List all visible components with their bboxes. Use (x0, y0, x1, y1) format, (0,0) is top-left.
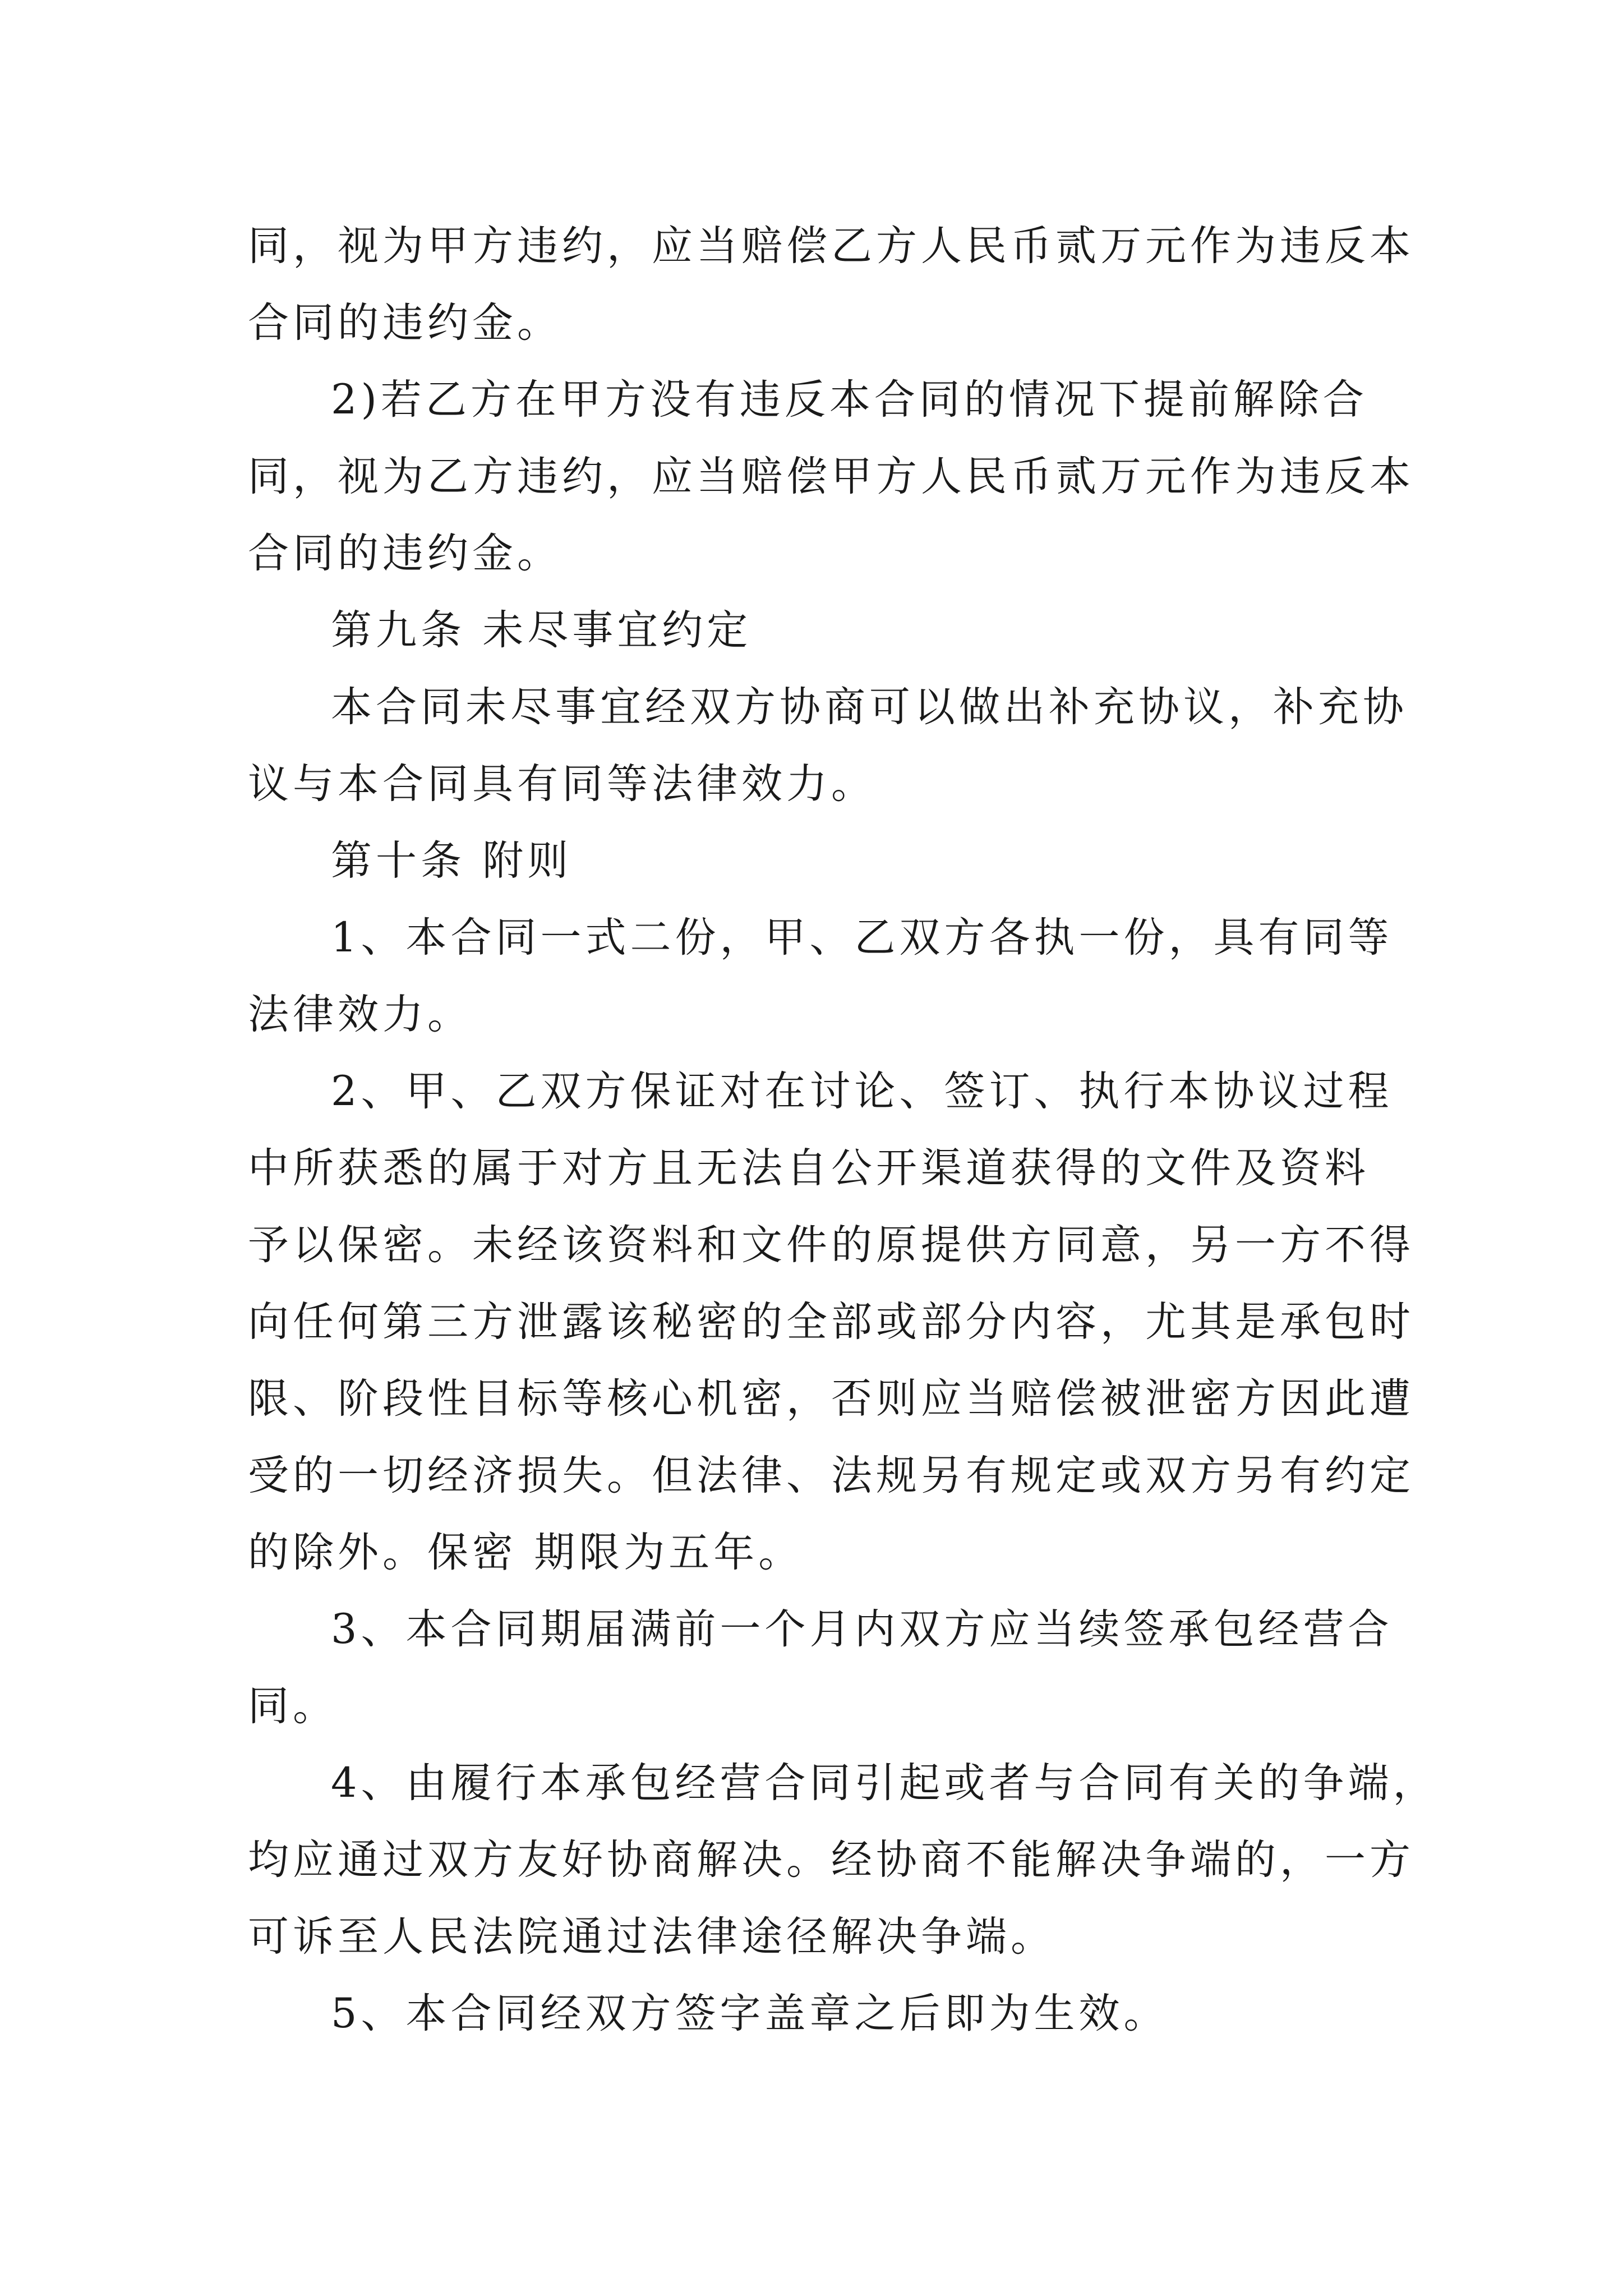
document-body (248, 208, 1438, 2052)
text-line: 中所获悉的属于对方且无法自公开渠道获得的文件及资料 (248, 1144, 1370, 1192)
text-line: 法律效力。 (248, 991, 472, 1038)
text-line: 4、由履行本承包经营合同引起或者与合同有关的争端， (331, 1759, 1438, 1807)
section-heading: 第十条 附则 (331, 837, 573, 885)
text-line: 本合同未尽事宜经双方协商可以做出补充协议，补充协 (331, 683, 1408, 731)
text-line: 受的一切经济损失。但法律、法规另有规定或双方另有约定 (248, 1452, 1414, 1499)
text-line: 2)若乙方在甲方没有违反本合同的情况下提前解除合 (331, 376, 1368, 424)
text-line: 予以保密。未经该资料和文件的原提供方同意，另一方不得 (248, 1221, 1414, 1269)
text-line: 的除外。保密 期限为五年。 (248, 1529, 804, 1576)
text-line: 5、本合同经双方签字盖章之后即为生效。 (331, 1990, 1169, 2037)
text-line: 2、甲、乙双方保证对在讨论、签订、执行本协议过程 (331, 1068, 1393, 1115)
text-line: 均应通过双方友好协商解决。经协商不能解决争端的，一方 (248, 1836, 1414, 1884)
text-line: 3、本合同期届满前一个月内双方应当续签承包经营合 (331, 1605, 1393, 1653)
text-line: 1、本合同一式二份，甲、乙双方各执一份，具有同等 (331, 914, 1393, 961)
text-line: 合同的违约金。 (248, 299, 562, 347)
text-line: 合同的违约金。 (248, 530, 562, 577)
text-line: 向任何第三方泄露该秘密的全部或部分内容，尤其是承包时 (248, 1298, 1414, 1346)
section-heading: 第九条 未尽事宜约定 (331, 606, 752, 654)
text-line: 限、阶段性目标等核心机密，否则应当赔偿被泄密方因此遭 (248, 1375, 1414, 1423)
text-line: 同，视为乙方违约，应当赔偿甲方人民币贰万元作为违反本 (248, 453, 1414, 500)
text-line: 同。 (248, 1682, 338, 1730)
text-line: 同，视为甲方违约，应当赔偿乙方人民币贰万元作为违反本 (248, 222, 1414, 270)
text-line: 议与本合同具有同等法律效力。 (248, 760, 876, 808)
text-line: 可诉至人民法院通过法律途径解决争端。 (248, 1913, 1055, 1961)
